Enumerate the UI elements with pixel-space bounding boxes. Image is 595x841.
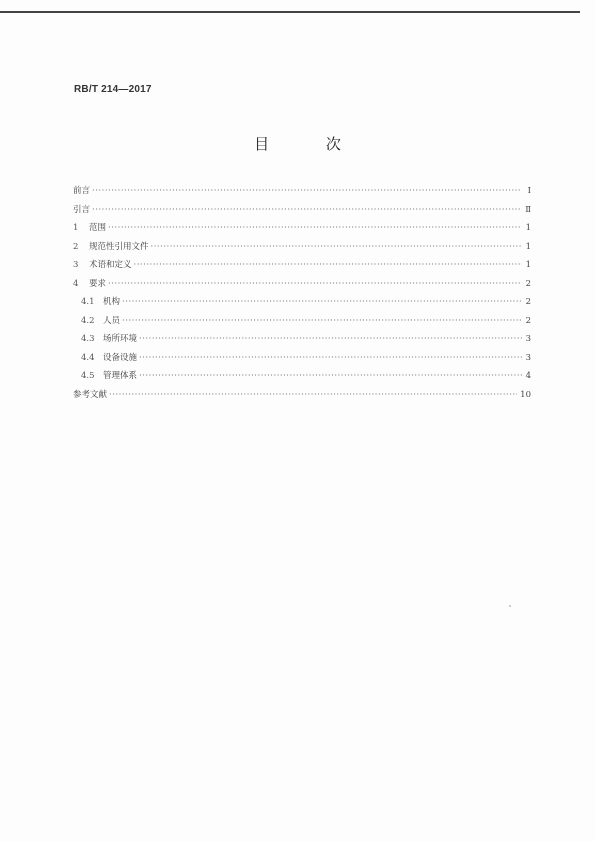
toc-entry-page: 2 <box>525 315 531 326</box>
toc-entry-number: 4 <box>73 278 79 289</box>
toc-entry[interactable] <box>73 293 531 312</box>
toc-dot-leader <box>108 219 522 238</box>
toc-dot-leader <box>134 256 522 275</box>
toc-dot-leader <box>139 349 522 368</box>
toc-entry[interactable] <box>73 182 531 201</box>
toc-dot-leader <box>139 367 522 386</box>
toc-entry-label: 机构 <box>103 297 121 307</box>
toc-entry[interactable] <box>73 349 531 368</box>
toc-entry-page: 1 <box>525 260 531 270</box>
toc-entry-label: 术语和定义 <box>89 260 132 270</box>
toc-entry-page: 1 <box>525 241 531 252</box>
toc-dot-leader <box>122 293 522 312</box>
toc-dot-leader <box>108 275 522 294</box>
toc-entry-page: 3 <box>525 334 531 344</box>
toc-entry[interactable] <box>73 367 531 386</box>
toc-entry[interactable] <box>73 256 531 275</box>
toc-entry[interactable] <box>73 238 531 257</box>
toc-entry-page: Ⅰ <box>527 186 531 196</box>
toc-entry-label: 引言 <box>73 204 91 215</box>
toc-dot-leader <box>122 312 522 331</box>
toc-entry-number: 2 <box>73 241 79 252</box>
toc-entry-number: 3 <box>73 260 79 270</box>
toc-entry-label: 管理体系 <box>103 371 138 381</box>
table-of-contents <box>73 182 531 404</box>
toc-dot-leader <box>151 238 522 257</box>
toc-dot-leader <box>92 201 522 220</box>
toc-entry-label: 规范性引用文件 <box>89 241 149 252</box>
header-rule <box>0 11 580 13</box>
toc-entry-page: 2 <box>525 297 531 307</box>
toc-entry-number: 1 <box>73 223 79 233</box>
scan-speck <box>509 605 511 607</box>
toc-dot-leader <box>92 182 522 201</box>
toc-dot-leader <box>139 330 522 349</box>
toc-entry-label: 人员 <box>103 315 121 326</box>
toc-entry[interactable] <box>73 330 531 349</box>
toc-entry-page: 10 <box>520 389 531 400</box>
toc-entry-page: 2 <box>525 278 531 289</box>
toc-entry-number: 4.4 <box>81 352 95 363</box>
toc-entry-page: 3 <box>525 352 531 363</box>
toc-entry-number: 4.2 <box>81 315 95 326</box>
standard-code: RB/T 214—2017 <box>74 84 152 95</box>
toc-entry-number: 4.1 <box>81 297 95 307</box>
toc-entry-number: 4.3 <box>81 334 95 344</box>
toc-entry[interactable] <box>73 219 531 238</box>
toc-entry-page: Ⅱ <box>525 204 531 215</box>
toc-entry-label: 场所环境 <box>103 334 138 344</box>
toc-entry-page: 4 <box>525 371 531 381</box>
toc-entry[interactable] <box>73 386 531 405</box>
toc-entry-label: 设备设施 <box>103 352 138 363</box>
toc-dot-leader <box>109 386 517 405</box>
toc-entry[interactable] <box>73 312 531 331</box>
toc-entry-page: 1 <box>525 223 531 233</box>
toc-entry[interactable] <box>73 275 531 294</box>
toc-entry-label: 前言 <box>73 186 91 196</box>
toc-entry-number: 4.5 <box>81 371 95 381</box>
toc-entry-label: 要求 <box>89 278 107 289</box>
toc-entry-label: 范围 <box>89 223 107 233</box>
toc-entry[interactable] <box>73 201 531 220</box>
toc-title: 目 次 <box>254 135 367 153</box>
toc-entry-label: 参考文献 <box>73 389 108 400</box>
